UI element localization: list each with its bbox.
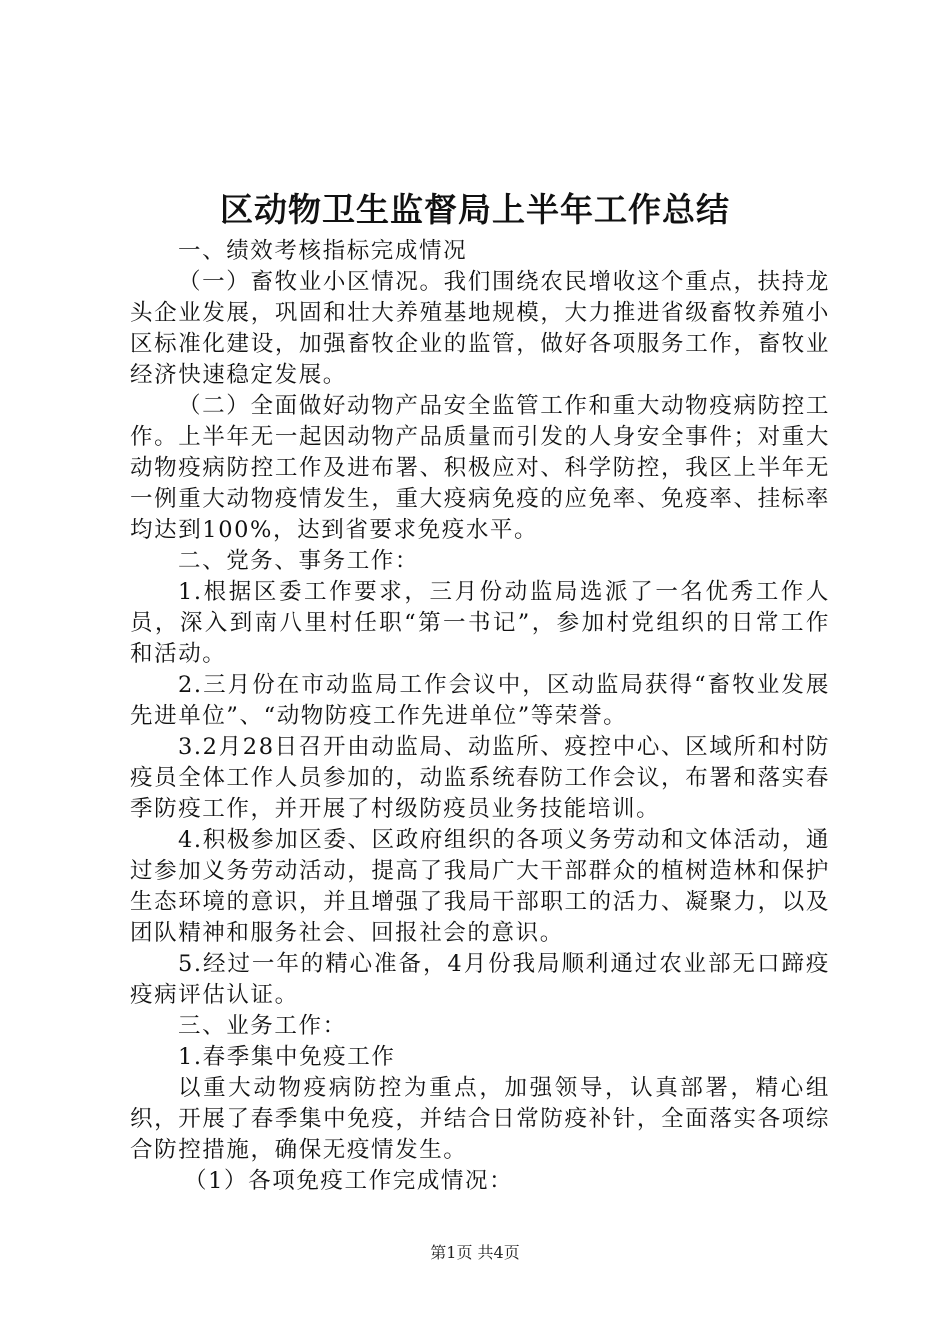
document-title: 区动物卫生监督局上半年工作总结 xyxy=(220,190,730,229)
document-body xyxy=(130,236,830,1197)
list-item-5: 5.经过一年的精心准备，4月份我局顺利通过农业部无口蹄疫疫病评估认证。 xyxy=(130,951,830,1008)
section-heading-3: 三、业务工作： xyxy=(178,1013,347,1039)
section-heading-2: 二、党务、事务工作： xyxy=(178,548,420,574)
list-item-3: 3.2月28日召开由动监局、动监所、疫控中心、区域所和村防疫员全体工作人员参加的，动监系统春防工作会议，布署和落实春季防疫工作，并开展了村级防疫员业务技能培训。 xyxy=(130,734,830,822)
paragraph-livestock-zone: （一）畜牧业小区情况。我们围绕农民增收这个重点，扶持龙头企业发展，巩固和壮大养殖基地规模，大力推进省级畜牧养殖小区标准化建设，加强畜牧企业的监管，做好各项服务工作，畜牧业经济快速稳定发展。 xyxy=(130,269,830,388)
list-item-1: 1.根据区委工作要求，三月份动监局选派了一名优秀工作人员，深入到南八里村任职“第一书记”，参加村党组织的日常工作和活动。 xyxy=(130,579,830,667)
page-number: 第1页 共4页 xyxy=(430,1243,520,1262)
list-item-2: 2.三月份在市动监局工作会议中，区动监局获得“畜牧业发展先进单位”、“动物防疫工作先进单位”等荣誉。 xyxy=(130,672,830,729)
subheading-spring-immunization: 1.春季集中免疫工作 xyxy=(178,1044,396,1070)
list-item-4: 4.积极参加区委、区政府组织的各项义务劳动和文体活动，通过参加义务劳动活动，提高了我局广大干部群众的植树造林和保护生态环境的意识，并且增强了我局干部职工的活力、凝聚力，以及团队精神和服务社会、回报社会的意识。 xyxy=(130,827,830,946)
paragraph-spring-immunization: 以重大动物疫病防控为重点，加强领导，认真部署，精心组织，开展了春季集中免疫，并结合日常防疫补针，全面落实各项综合防控措施，确保无疫情发生。 xyxy=(130,1075,830,1163)
section-heading-1: 一、绩效考核指标完成情况 xyxy=(178,238,468,264)
paragraph-product-safety: （二）全面做好动物产品安全监管工作和重大动物疫病防控工作。上半年无一起因动物产品质量而引发的人身安全事件；对重大动物疫病防控工作及进布署、积极应对、科学防控，我区上半年无一例重大动物疫情发生，重大疫病免疫的应免率、免疫率、挂标率均达到100%，达到省要求免疫水平。 xyxy=(130,393,830,543)
subheading-immunization-status: （1）各项免疫工作完成情况： xyxy=(184,1168,514,1194)
